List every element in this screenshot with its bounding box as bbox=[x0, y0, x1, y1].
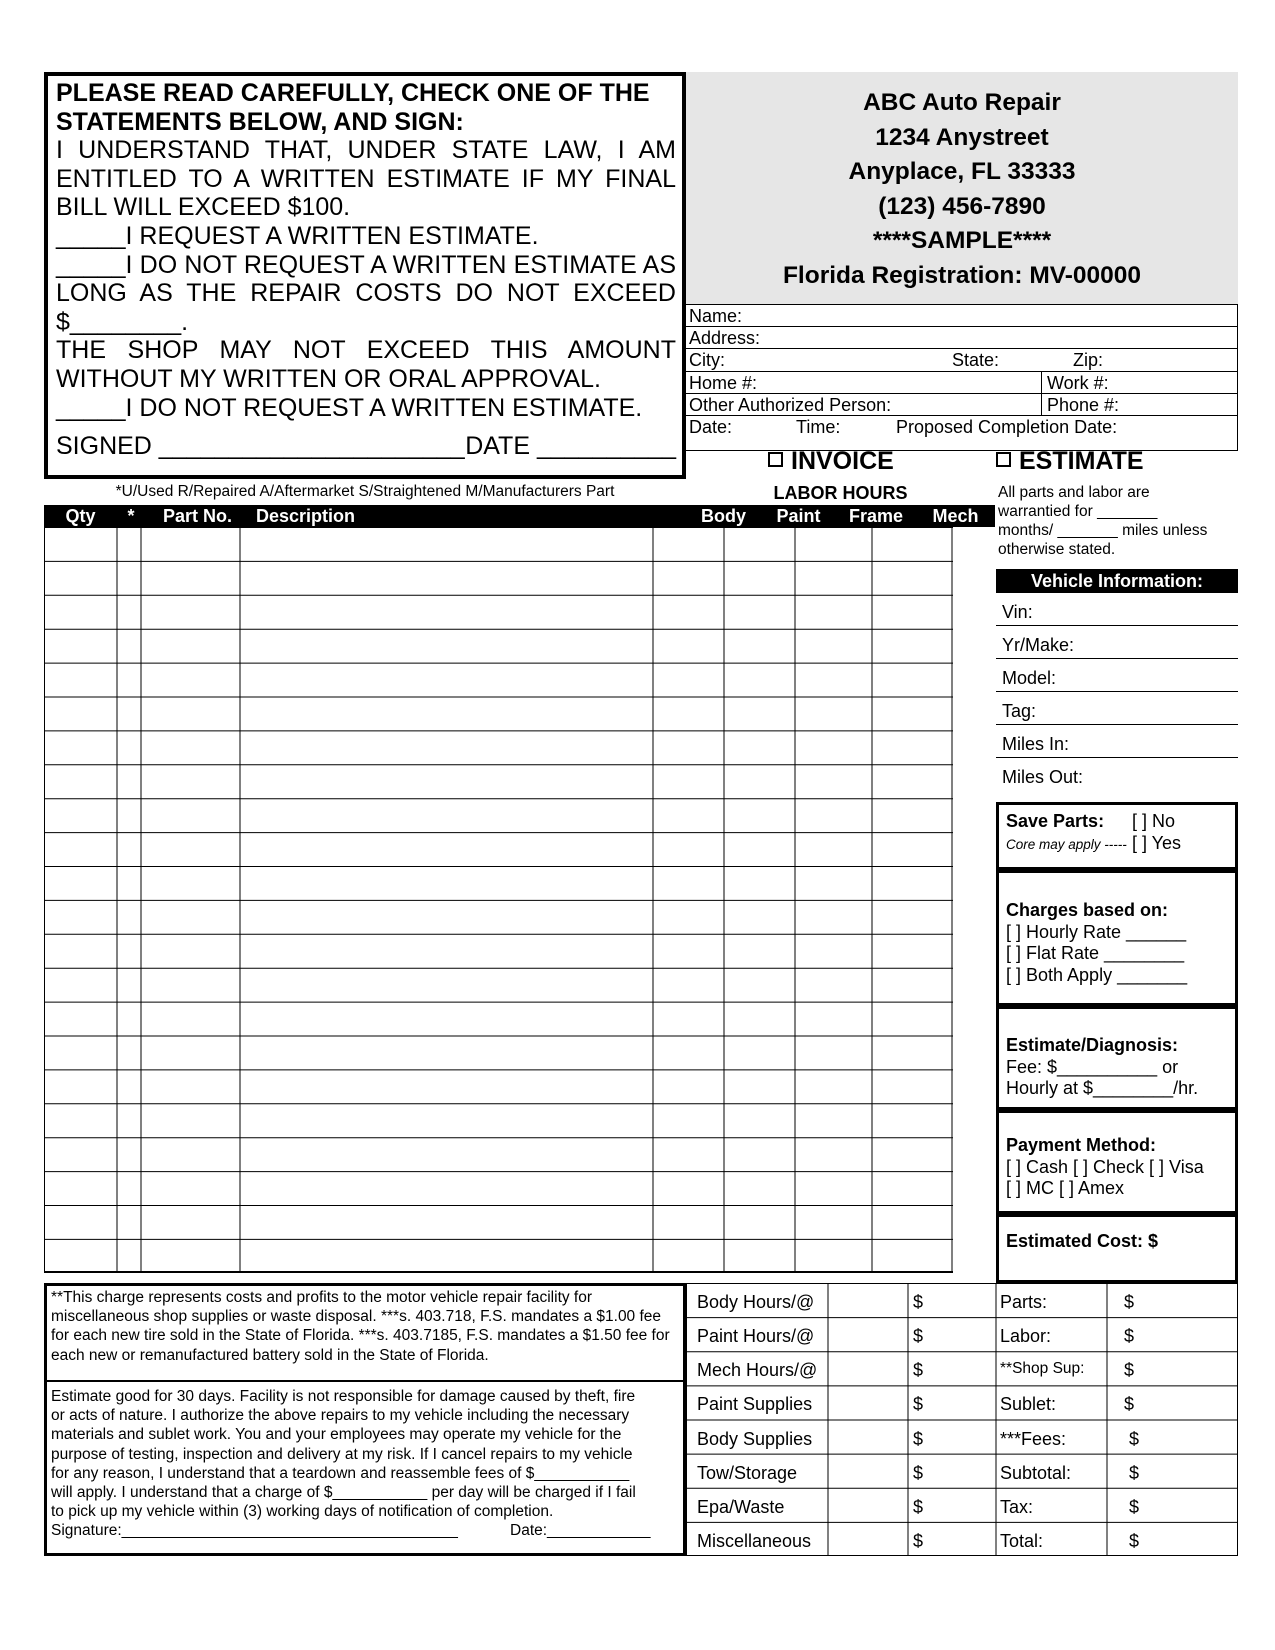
labor-total-amount[interactable]: $ bbox=[913, 1360, 924, 1381]
payment-box bbox=[996, 1110, 1238, 1214]
terms-line[interactable]: will apply. I understand that a charge of $___________ per day will be charged if I fail bbox=[51, 1484, 636, 1502]
estimated-cost-label: Estimated Cost: $ bbox=[1006, 1231, 1159, 1251]
column-header-frame: Frame bbox=[848, 506, 904, 526]
signed-field[interactable]: SIGNED ______________________ bbox=[56, 432, 465, 461]
summary-amount[interactable]: $ bbox=[1124, 1326, 1135, 1347]
labor-total-amount[interactable]: $ bbox=[913, 1394, 924, 1415]
terms-line: materials and sublet work. You and your employees may operate my vehicle for the bbox=[51, 1426, 622, 1444]
save-parts-no-option[interactable]: [ ] No bbox=[1132, 811, 1176, 831]
diagnosis-fee-field[interactable]: Fee: $__________ or bbox=[1006, 1056, 1179, 1077]
column-header-star: * bbox=[127, 506, 135, 526]
customer-address-field[interactable] bbox=[686, 327, 1238, 349]
column-header-mech: Mech bbox=[932, 506, 979, 526]
field-label: Other Authorized Person: bbox=[689, 395, 892, 415]
checkbox-icon bbox=[768, 452, 783, 467]
notice-heading: PLEASE READ CAREFULLY, CHECK ONE OF THE bbox=[56, 79, 650, 107]
warranty-text: otherwise stated. bbox=[998, 541, 1116, 558]
save-parts-yes-option[interactable]: [ ] Yes bbox=[1132, 833, 1182, 853]
column-header-paint: Paint bbox=[776, 506, 821, 526]
warranty-text[interactable]: months/ _______ miles unless bbox=[998, 522, 1208, 539]
summary-label: ***Fees: bbox=[1000, 1428, 1067, 1449]
labor-total-amount[interactable]: $ bbox=[913, 1292, 924, 1312]
labor-total-label: Body Hours/@ bbox=[697, 1292, 815, 1312]
labor-total-amount[interactable]: $ bbox=[913, 1530, 924, 1551]
summary-label: Total: bbox=[1000, 1530, 1044, 1551]
field-label: City: bbox=[689, 350, 725, 370]
notice-heading-2: STATEMENTS BELOW, AND SIGN: bbox=[56, 107, 464, 136]
core-note: Core may apply ----- bbox=[1006, 837, 1127, 852]
field-label: Date: bbox=[689, 417, 733, 437]
option-limit-estimate[interactable]: _____I DO NOT REQUEST A WRITTEN ESTIMATE AS bbox=[56, 250, 676, 279]
warranty-text: All parts and labor are bbox=[998, 484, 1150, 501]
parts-table-header bbox=[44, 505, 686, 527]
customer-date-row[interactable] bbox=[686, 416, 1238, 451]
terms-line: Estimate good for 30 days. Facility is not responsible for damage caused by theft, fire bbox=[51, 1388, 636, 1405]
customer-other-row[interactable] bbox=[686, 394, 1238, 416]
vehicle-field[interactable]: Vin: bbox=[996, 593, 1238, 626]
shop-registration: Florida Registration: MV-00000 bbox=[782, 261, 1142, 289]
terms-text bbox=[47, 1383, 685, 1545]
labor-total-label: Tow/Storage bbox=[697, 1462, 798, 1483]
summary-label: Tax: bbox=[1000, 1496, 1034, 1517]
diagnosis-hourly-field[interactable]: Hourly at $________/hr. bbox=[1006, 1078, 1199, 1098]
vehicle-field[interactable]: Miles In: bbox=[996, 725, 1238, 758]
summary-amount[interactable]: $ bbox=[1129, 1530, 1140, 1551]
vehicle-field[interactable]: Miles Out: bbox=[1002, 767, 1084, 787]
vehicle-info-title: Vehicle Information: bbox=[996, 569, 1238, 593]
labor-table-header bbox=[686, 505, 995, 527]
terms-line: purpose of testing, inspection and delivery at my risk. If I cancel repairs to my vehicle bbox=[51, 1445, 633, 1463]
labor-total-amount[interactable]: $ bbox=[913, 1462, 924, 1483]
field-label: Address: bbox=[689, 328, 761, 348]
field-label: Work #: bbox=[1047, 373, 1109, 393]
parts-labor-grid[interactable] bbox=[44, 527, 995, 1273]
payment-options[interactable]: [ ] MC [ ] Amex bbox=[1006, 1178, 1125, 1198]
invoice-checkbox[interactable] bbox=[768, 447, 894, 476]
save-parts-title: Save Parts: bbox=[1006, 811, 1105, 831]
estimate-checkbox[interactable] bbox=[996, 447, 1144, 476]
labor-total-label: Body Supplies bbox=[697, 1428, 813, 1449]
option-limit-text: LONG AS THE REPAIR COSTS DO NOT EXCEED bbox=[56, 279, 676, 308]
warranty-note bbox=[998, 483, 1238, 559]
divider bbox=[1041, 372, 1042, 416]
sample-label: ****SAMPLE**** bbox=[872, 227, 1052, 254]
labor-total-label: Paint Hours/@ bbox=[697, 1326, 815, 1347]
summary-label: **Shop Sup: bbox=[1000, 1360, 1085, 1378]
shop-street: 1234 Anystreet bbox=[875, 123, 1049, 151]
labor-total-amount[interactable]: $ bbox=[913, 1496, 924, 1517]
column-header-description: Description bbox=[256, 506, 356, 526]
customer-phone-row[interactable] bbox=[686, 372, 1238, 394]
both-apply-option[interactable]: [ ] Both Apply _______ bbox=[1006, 964, 1188, 985]
field-label: Time: bbox=[796, 417, 841, 437]
estimate-label: ESTIMATE bbox=[1019, 447, 1144, 475]
field-label: Phone #: bbox=[1047, 395, 1120, 415]
shop-name: ABC Auto Repair bbox=[863, 89, 1061, 116]
notice-text: I UNDERSTAND THAT, UNDER STATE LAW, I AM bbox=[56, 136, 676, 165]
save-parts-box bbox=[996, 802, 1238, 870]
labor-total-label: Mech Hours/@ bbox=[697, 1360, 818, 1381]
terms-line: or acts of nature. I authorize the above repairs to my vehicle including the necessary bbox=[51, 1407, 630, 1425]
summary-label: Labor: bbox=[1000, 1326, 1052, 1347]
option-limit-text: WITHOUT MY WRITTEN OR ORAL APPROVAL. bbox=[56, 364, 601, 393]
customer-info bbox=[686, 304, 1238, 450]
diagnosis-title: Estimate/Diagnosis: bbox=[1006, 1035, 1179, 1055]
parts-legend: *U/Used R/Repaired A/Aftermarket S/Straightened M/Manufacturers Part bbox=[115, 483, 615, 500]
summary-label: Subtotal: bbox=[1000, 1462, 1072, 1483]
summary-amount[interactable]: $ bbox=[1129, 1462, 1140, 1483]
labor-hours-title: LABOR HOURS bbox=[773, 483, 908, 503]
diagnosis-box bbox=[996, 1006, 1238, 1110]
payment-title: Payment Method: bbox=[1006, 1135, 1157, 1155]
summary-amount[interactable]: $ bbox=[1124, 1394, 1135, 1415]
hourly-rate-option[interactable]: [ ] Hourly Rate ______ bbox=[1006, 921, 1187, 942]
labor-total-label: Paint Supplies bbox=[697, 1394, 813, 1415]
column-header-body: Body bbox=[701, 506, 746, 526]
field-label: State: bbox=[952, 350, 1000, 370]
estimate-consent-notice bbox=[44, 72, 686, 479]
labor-total-label: Epa/Waste bbox=[697, 1496, 785, 1517]
labor-total-amount[interactable]: $ bbox=[913, 1326, 924, 1347]
signature-field[interactable]: Signature:_______________________________________ bbox=[51, 1522, 458, 1540]
vehicle-field[interactable]: Yr/Make: bbox=[996, 626, 1238, 659]
field-label: Zip: bbox=[1073, 350, 1104, 370]
summary-amount[interactable]: $ bbox=[1124, 1292, 1135, 1312]
option-no-estimate[interactable]: _____I DO NOT REQUEST A WRITTEN ESTIMATE. bbox=[56, 393, 643, 422]
terms-line[interactable]: for any reason, I understand that a teardown and reassemble fees of $___________ bbox=[51, 1464, 630, 1482]
shop-charge-note: **This charge represents costs and profits to the motor vehicle repair facility for miscellaneous shop supplies or waste disposal. ***s. 403.718, F.S. mandates a $1.00 fee for each new tire sold in the State of Florida. ***s. 403.7185, F.S. mandates a $1.50 fee for each new or remanufactured battery sold in the State of Florida. bbox=[51, 1289, 670, 1364]
labor-total-amount[interactable]: $ bbox=[913, 1428, 924, 1449]
column-header-part-no: Part No. bbox=[162, 506, 232, 526]
estimated-cost-box[interactable] bbox=[996, 1214, 1238, 1283]
notice-text: ENTITLED TO A WRITTEN ESTIMATE IF MY FINAL bbox=[56, 164, 676, 193]
vehicle-field[interactable]: Tag: bbox=[996, 692, 1238, 725]
customer-city-row[interactable] bbox=[686, 349, 1238, 372]
vehicle-field[interactable]: Model: bbox=[996, 659, 1238, 692]
option-limit-text: THE SHOP MAY NOT EXCEED THIS AMOUNT bbox=[56, 336, 676, 365]
invoice-label: INVOICE bbox=[791, 447, 894, 475]
column-header-qty: Qty bbox=[65, 506, 96, 526]
charges-title: Charges based on: bbox=[1006, 900, 1169, 920]
option-limit-amount[interactable]: $________. bbox=[56, 307, 189, 336]
shop-city: Anyplace, FL 33333 bbox=[848, 158, 1076, 185]
divider bbox=[1237, 305, 1238, 451]
shop-header bbox=[686, 72, 1238, 304]
summary-amount[interactable]: $ bbox=[1124, 1360, 1135, 1381]
labor-total-label: Miscellaneous bbox=[697, 1530, 812, 1551]
date-field[interactable]: DATE __________ bbox=[465, 432, 676, 461]
terms-line: to pick up my vehicle within (3) working days of notification of completion. bbox=[51, 1503, 554, 1521]
charges-box bbox=[996, 870, 1238, 1006]
payment-options[interactable]: [ ] Cash [ ] Check [ ] Visa bbox=[1006, 1156, 1204, 1177]
warranty-text[interactable]: warrantied for _______ bbox=[998, 503, 1158, 520]
summary-amount[interactable]: $ bbox=[1129, 1496, 1140, 1517]
option-request-estimate[interactable]: _____I REQUEST A WRITTEN ESTIMATE. bbox=[56, 221, 539, 250]
field-label: Home #: bbox=[689, 373, 758, 393]
customer-name-field[interactable] bbox=[686, 305, 1238, 327]
summary-label: Sublet: bbox=[1000, 1394, 1057, 1415]
field-label: Proposed Completion Date: bbox=[896, 417, 1118, 437]
flat-rate-option[interactable]: [ ] Flat Rate ________ bbox=[1006, 943, 1185, 963]
divider bbox=[44, 1380, 686, 1382]
field-label: Name: bbox=[689, 306, 743, 326]
terms-date-field[interactable]: Date:____________ bbox=[510, 1522, 651, 1540]
checkbox-icon bbox=[996, 452, 1011, 467]
shop-phone: (123) 456-7890 bbox=[878, 192, 1046, 220]
notice-text: BILL WILL EXCEED $100. bbox=[56, 193, 351, 222]
summary-amount[interactable]: $ bbox=[1129, 1428, 1140, 1449]
summary-label: Parts: bbox=[1000, 1292, 1048, 1312]
